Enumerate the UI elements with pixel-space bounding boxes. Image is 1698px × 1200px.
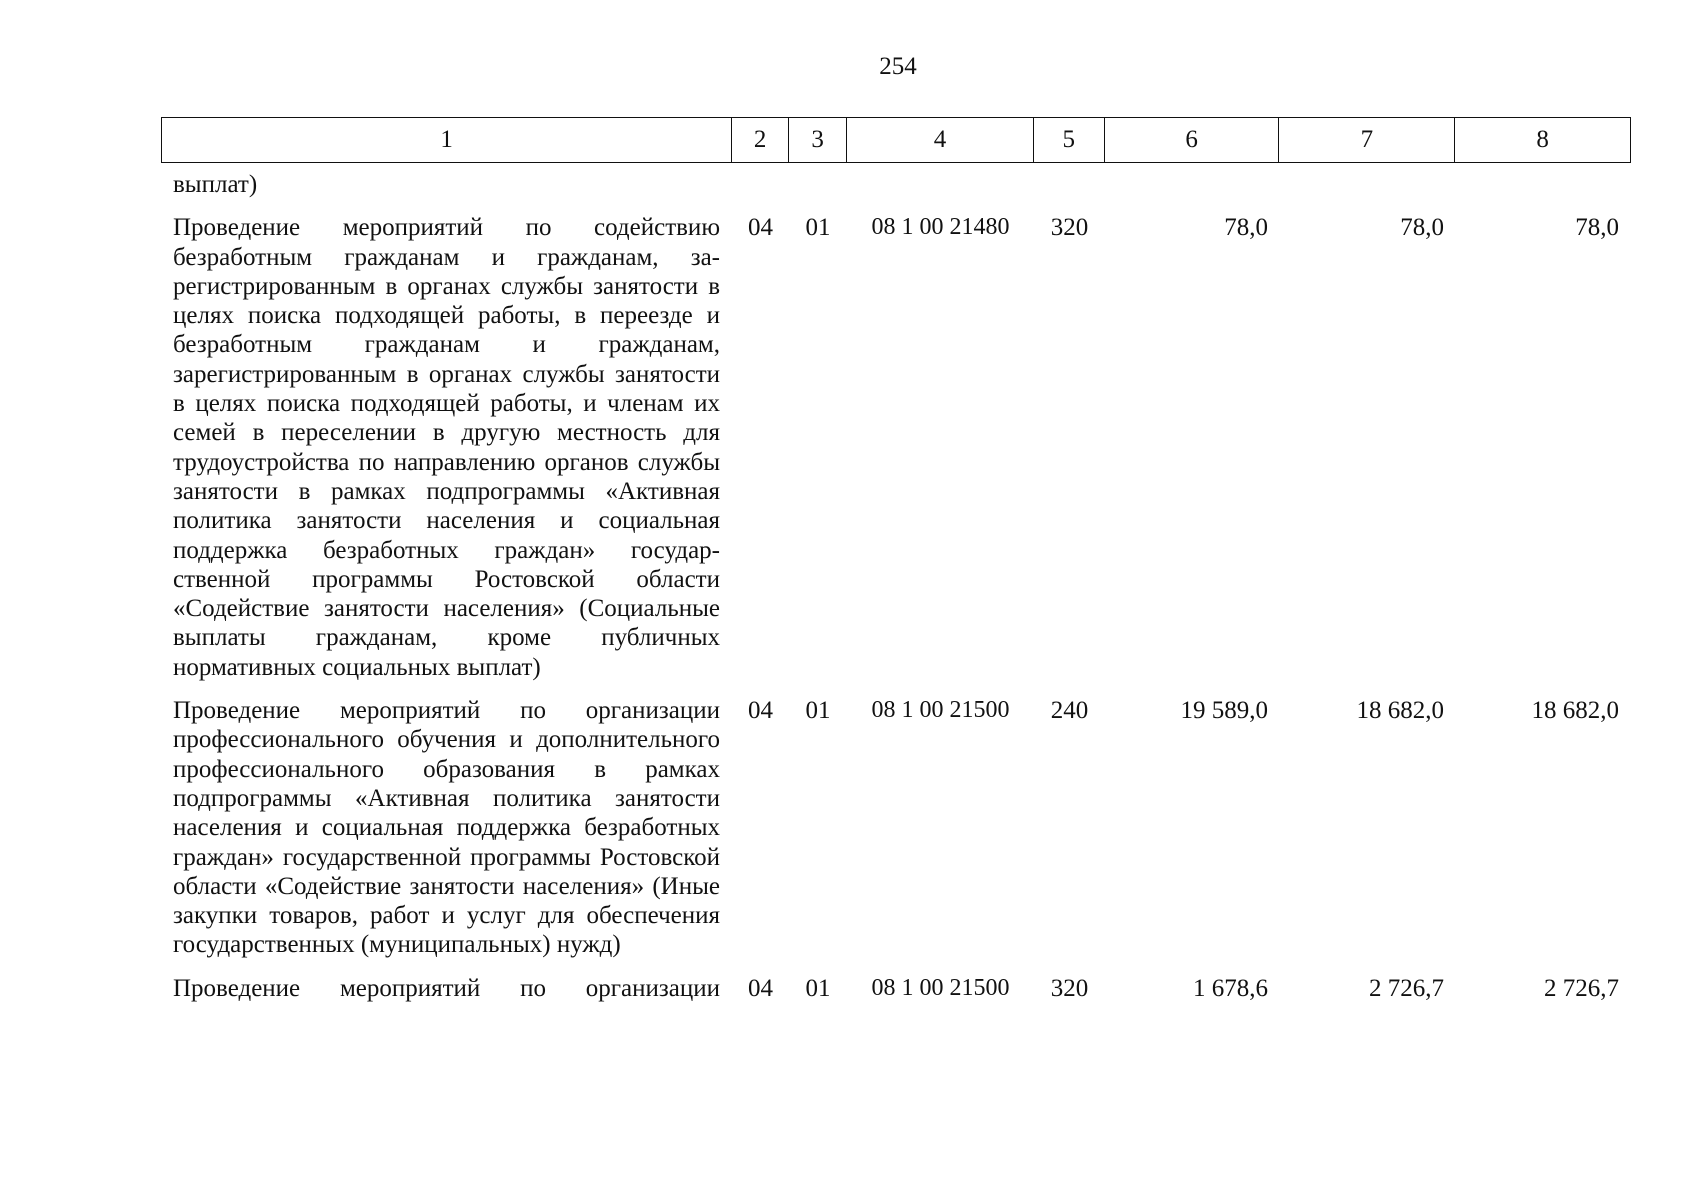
row-amount-col8: 78,0 [1575, 214, 1619, 242]
row-expense-type: 320 [1050, 214, 1089, 242]
row-section-code: 04 [748, 214, 773, 242]
row-section-code: 04 [748, 697, 773, 725]
column-header-3: 3 [789, 118, 847, 162]
row-description: Проведение мероприятий по содействию безработным гражданам и гражданам, зарегистрированным в органах службы занятости в целях поиска подходящей работы, в переезде и безработным гражданам и гражданам, зарегистрированным в органах службы занятости в целях поиска подходящей работы, и членам их семей в переселении в другую местность для трудоустройства по направлению органов службы занятости в рамках подпрограммы «Активная политика занятости населения и социальная поддержка безработных граждан» государственной программы Ростовской области «Содействие занятости населения» (Социальные выплаты гражданам, кроме публичных нормативных социальных выплат) [173, 214, 720, 681]
table-row [161, 696, 1631, 960]
row-amount-col8: 18 682,0 [1531, 697, 1619, 725]
row-amount-col7: 18 682,0 [1356, 697, 1444, 725]
column-header-7: 7 [1279, 118, 1455, 162]
column-header-1: 1 [162, 118, 732, 162]
column-header-4: 4 [847, 118, 1034, 162]
row-description: выплат) [173, 171, 258, 198]
row-amount-col6: 1 678,6 [1193, 974, 1268, 1002]
row-description: Проведение мероприятий по организации профессионального обучения и дополнительного профессионального образования в рамках подпрограммы «Активная политика занятости населения и социальная поддержка безработных граждан» государственной программы Ростовской области «Содействие занятости населения» (Иные закупки товаров, работ и услуг для обеспечения государственных (муниципальных) нужд) [173, 697, 720, 959]
table-row [161, 213, 1631, 682]
column-header-5: 5 [1034, 118, 1105, 162]
row-target-article: 08 1 00 21480 [871, 214, 1010, 241]
row-section-code: 04 [748, 974, 773, 1002]
row-amount-col7: 78,0 [1400, 214, 1444, 242]
row-expense-type: 240 [1050, 697, 1089, 725]
table-row [161, 974, 1631, 1003]
table-row [161, 170, 1631, 199]
row-amount-col6: 78,0 [1224, 214, 1268, 242]
row-amount-col6: 19 589,0 [1180, 697, 1268, 725]
column-header-2: 2 [732, 118, 789, 162]
row-description: Проведение мероприятий по организации [173, 974, 720, 1002]
page-number: 254 [879, 53, 917, 80]
table-header-row [161, 117, 1631, 163]
row-amount-col7: 2 726,7 [1369, 974, 1444, 1002]
row-amount-col8: 2 726,7 [1544, 974, 1619, 1002]
column-header-8: 8 [1536, 126, 1549, 153]
row-subsection-code: 01 [805, 974, 831, 1002]
row-subsection-code: 01 [805, 697, 831, 725]
column-header-6: 6 [1105, 118, 1280, 162]
row-target-article: 08 1 00 21500 [871, 974, 1010, 1001]
table-body [161, 170, 1631, 1003]
row-target-article: 08 1 00 21500 [871, 697, 1010, 724]
row-expense-type: 320 [1050, 974, 1089, 1002]
row-subsection-code: 01 [805, 214, 831, 242]
